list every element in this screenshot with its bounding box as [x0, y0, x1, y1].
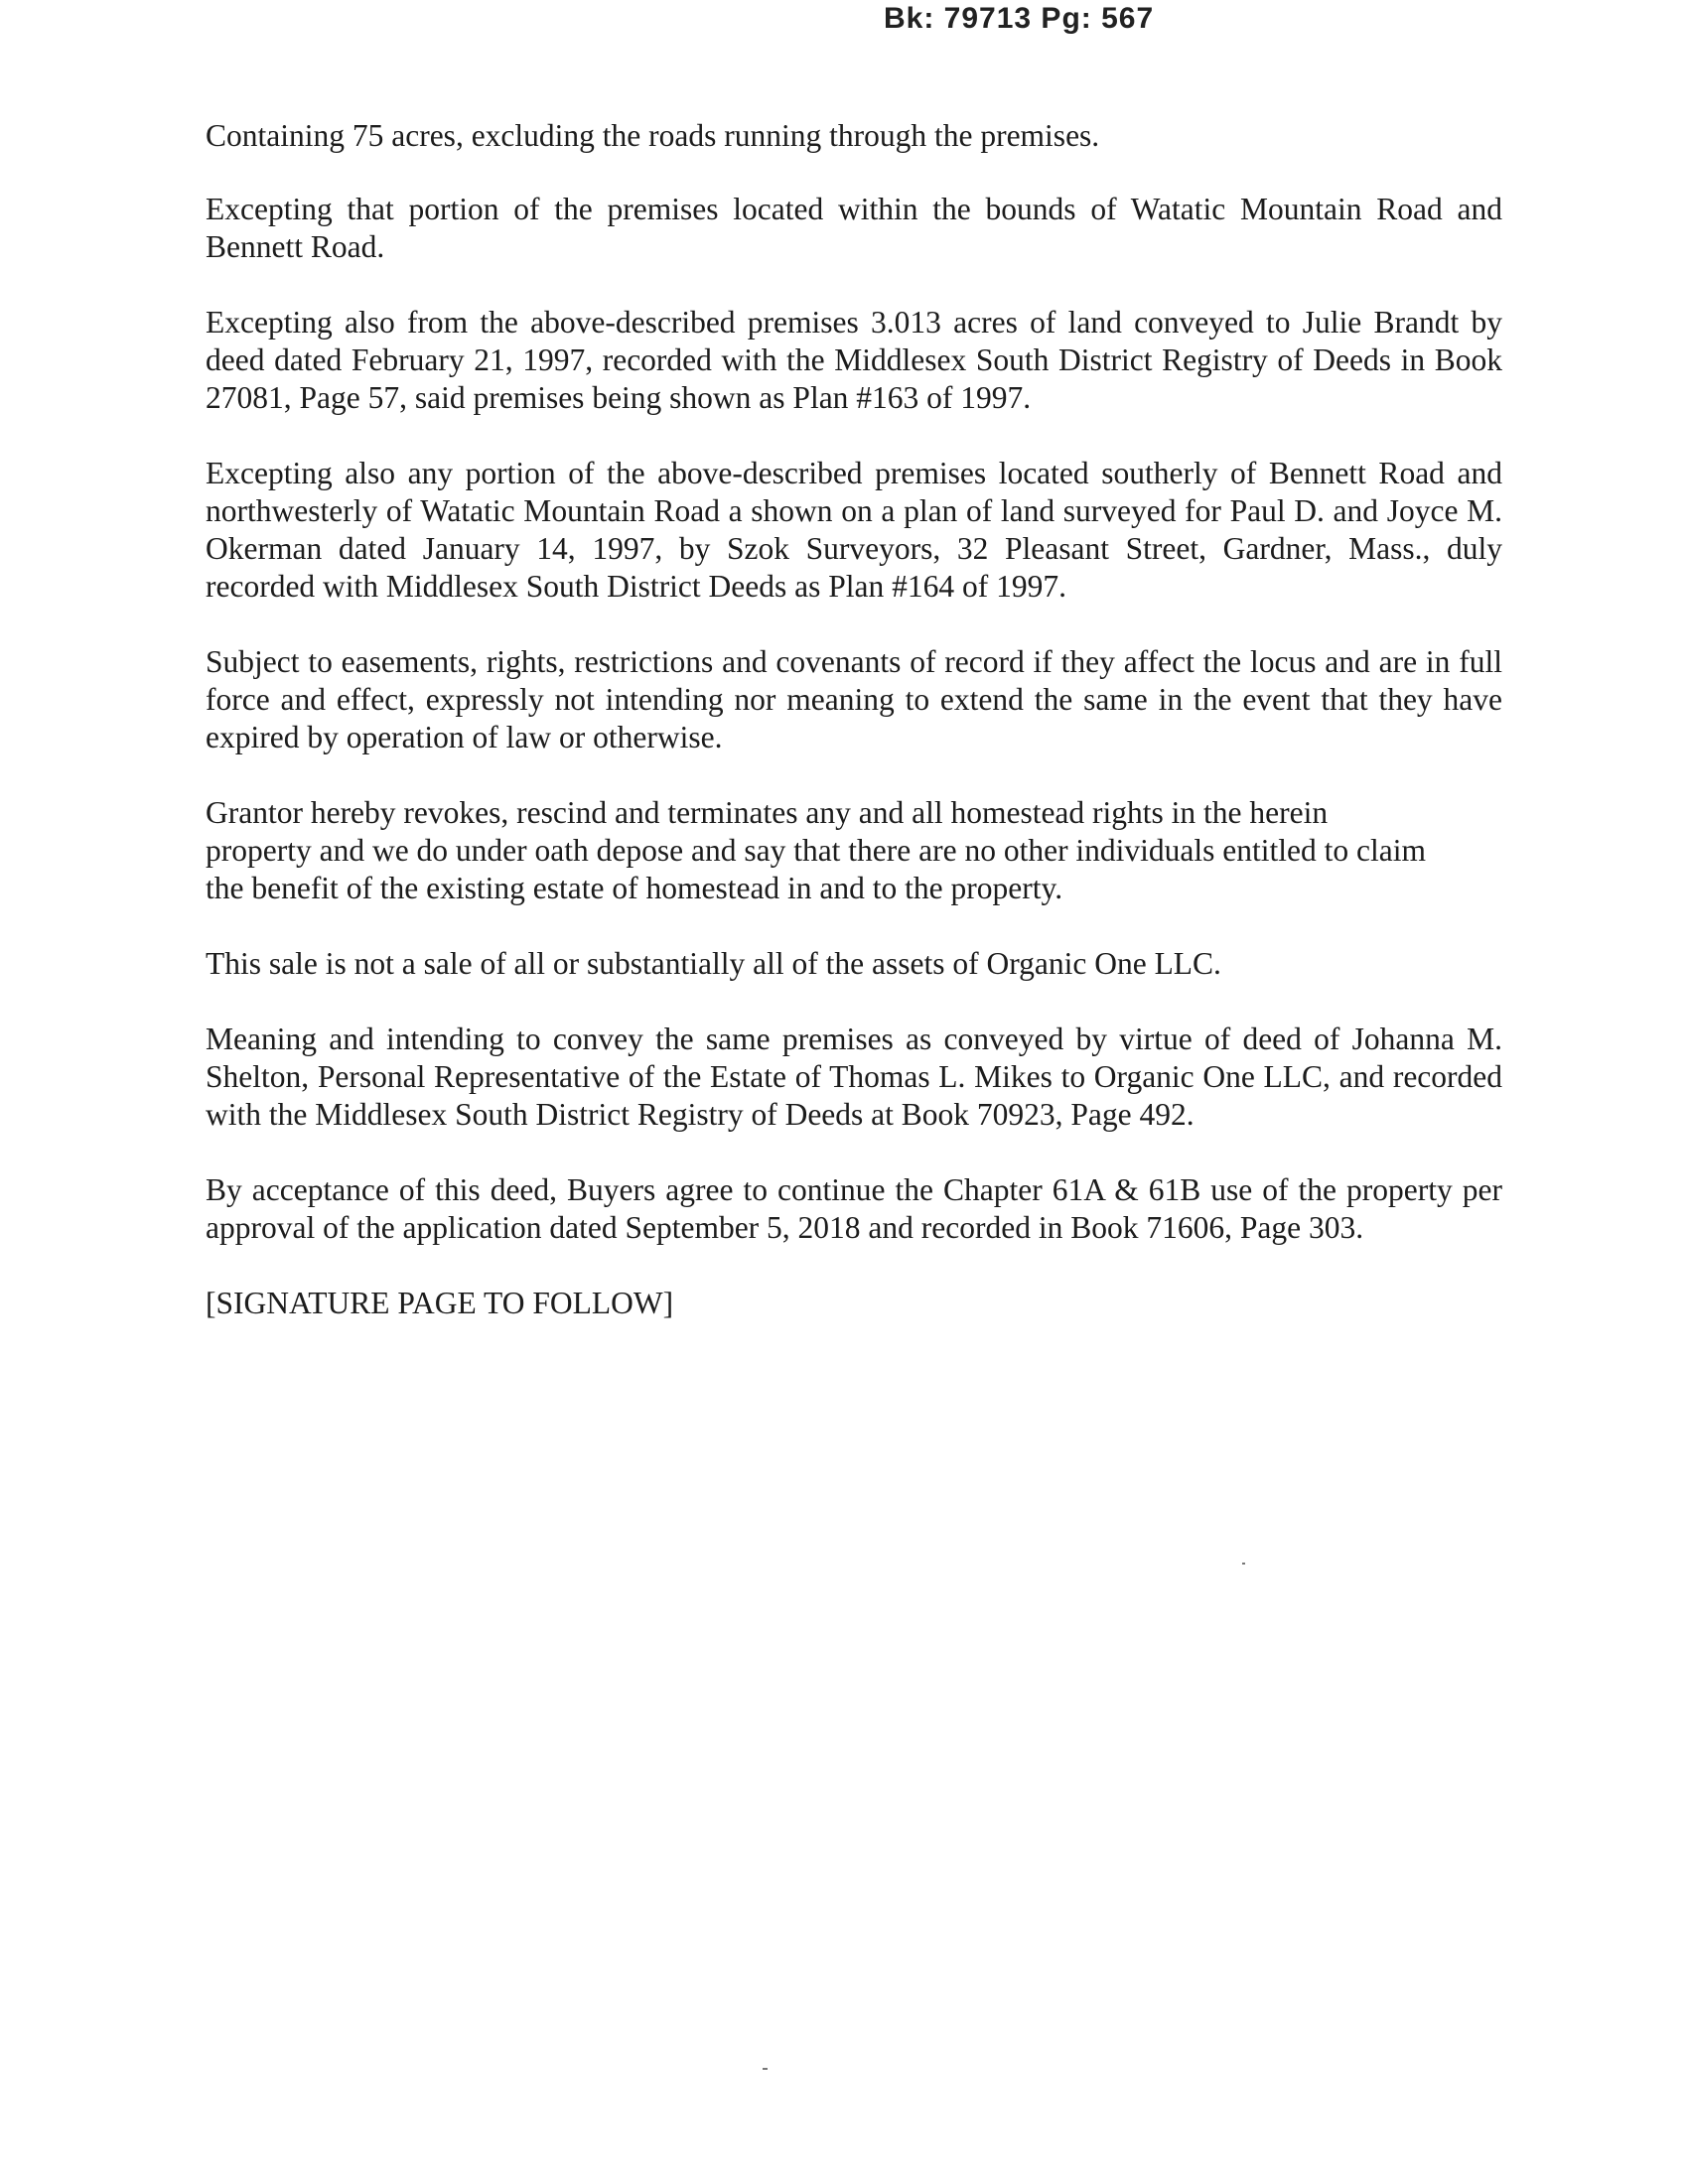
- paragraph-meaning-intending: Meaning and intending to convey the same premises as conveyed by virtue of deed of Johanna M. Shelton, Personal Representative of the Estate of Thomas L. Mikes to Organic One LLC, and recorded with the Middlesex South District Registry of Deeds at Book 70923, Page 492.: [206, 1022, 1502, 1132]
- signature-page-notice: [SIGNATURE PAGE TO FOLLOW]: [206, 1286, 674, 1320]
- paragraph-chapter-61: By acceptance of this deed, Buyers agree to continue the Chapter 61A & 61B use of the property per approval of the application dated September 5, 2018 and recorded in Book 71606, Page 303.: [206, 1172, 1502, 1245]
- scan-speck: [763, 2068, 768, 2070]
- book-page-stamp: Bk: 79713 Pg: 567: [884, 2, 1155, 35]
- paragraph-brandt-exception: Excepting also from the above-described premises 3.013 acres of land conveyed to Julie Brandt by deed dated February 21, 1997, recorded with the Middlesex South District Registry of Deeds in Book 27081, Page 57, said premises being shown as Plan #163 of 1997.: [206, 305, 1502, 415]
- paragraph-okerman-exception: Excepting also any portion of the above-described premises located southerly of Bennett Road and northwesterly of Watatic Mountain Road a shown on a plan of land surveyed for Paul D. and Joyce M. Okerman dated January 14, 1997, by Szok Surveyors, 32 Pleasant Street, Gardner, Mass., duly recorded with Middlesex South District Deeds as Plan #164 of 1997.: [206, 456, 1502, 604]
- paragraph-sale-assets: This sale is not a sale of all or substantially all of the assets of Organic One LLC.: [206, 946, 1221, 981]
- scan-speck: [1242, 1563, 1245, 1565]
- paragraph-easements: Subject to easements, rights, restrictions and covenants of record if they affect the locus and are in full force and effect, expressly not intending nor meaning to extend the same in the event that they have expired by operation of law or otherwise.: [206, 644, 1502, 754]
- paragraph-road-exception: Excepting that portion of the premises located within the bounds of Watatic Mountain Road and Bennett Road.: [206, 192, 1502, 264]
- paragraph-acreage: Containing 75 acres, excluding the roads running through the premises.: [206, 118, 1100, 153]
- paragraph-homestead: Grantor hereby revokes, rescind and terminates any and all homestead rights in the herein property and we do under oath depose and say that there are no other individuals entitled to claim the benefit of the existing estate of homestead in and to the property.: [206, 795, 1426, 905]
